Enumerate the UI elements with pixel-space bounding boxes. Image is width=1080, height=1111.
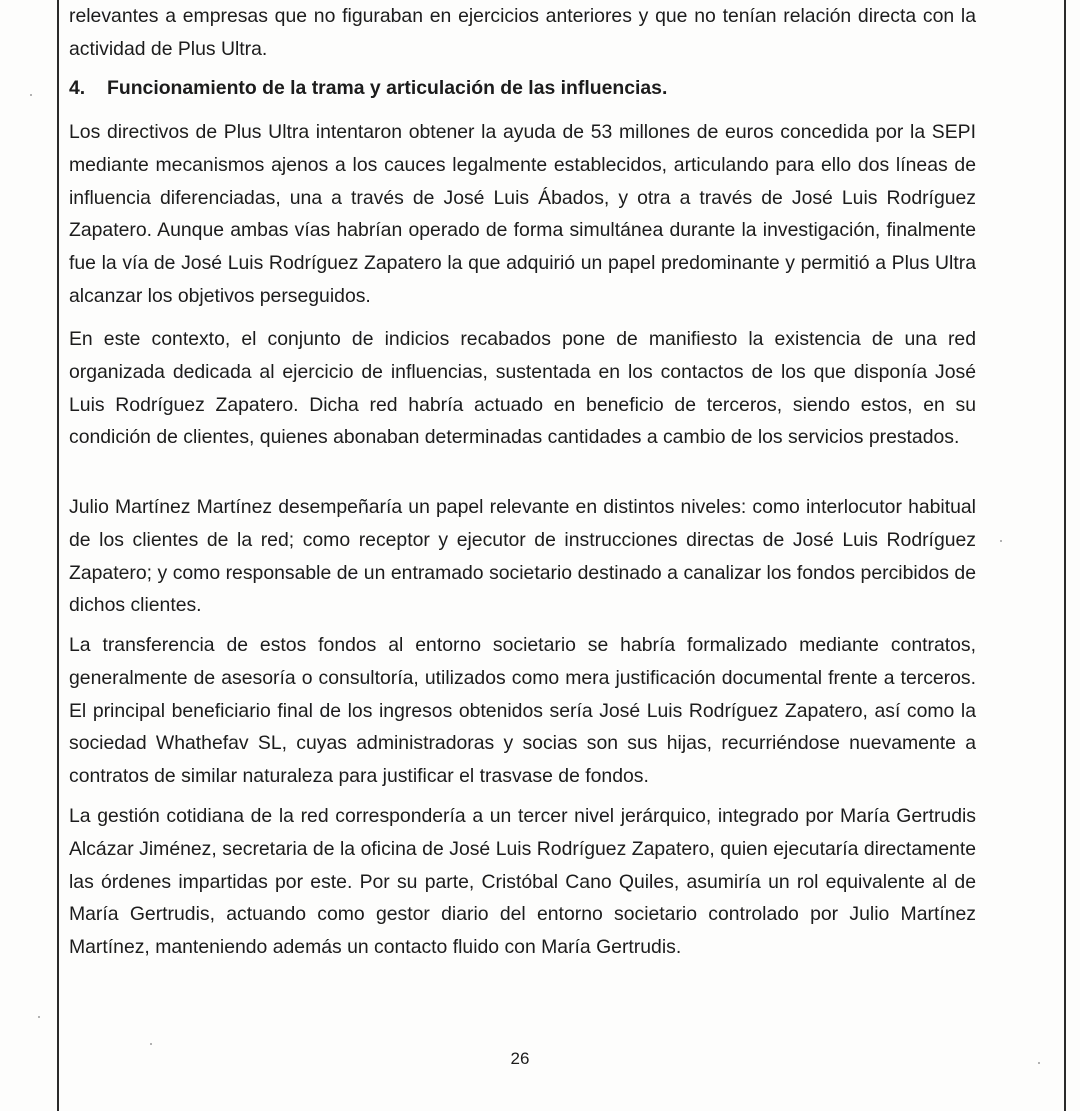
- page-border-left: [57, 0, 59, 1111]
- scan-speck: [30, 94, 32, 96]
- paragraph-text: En este contexto, el conjunto de indicios recabados pone de manifiesto la existencia de una red organizada dedicada al ejercicio de influencias, sustentada en los contactos de los que disponía José Luis Rodríguez Zapatero. Dicha red habría actuado en beneficio de terceros, siendo estos, en su condición de clientes, quienes abonaban determinadas cantidades a cambio de los servicios prestados.: [69, 328, 976, 449]
- paragraph-text: Los directivos de Plus Ultra intentaron obtener la ayuda de 53 millones de euros concedida por la SEPI mediante mecanismos ajenos a los cauces legalmente establecidos, articulando para ello dos líneas de influencia diferenciadas, una a través de José Luis Ábados, y otra a través de José Luis Rodríguez Zapatero. Aunque ambas vías habrían operado de forma simultánea durante la investigación, finalmente fue la vía de José Luis Rodríguez Zapatero la que adquirió un papel predominante y permitió a Plus Ultra alcanzar los objetivos perseguidos.: [69, 121, 976, 307]
- paragraph-3: [69, 491, 976, 622]
- scan-speck: [38, 1016, 40, 1018]
- paragraph-4: [69, 629, 976, 793]
- section-heading: [69, 72, 976, 104]
- section-title: Funcionamiento de la trama y articulación de las influencias.: [107, 77, 668, 99]
- section-number: 4.: [69, 77, 86, 99]
- scan-speck: [150, 1043, 152, 1045]
- scan-speck: [1038, 1062, 1040, 1064]
- page-border-right: [1064, 0, 1066, 1111]
- paragraph-1: [69, 116, 976, 313]
- page-number: 26: [510, 1049, 530, 1068]
- paragraph-text: Julio Martínez Martínez desempeñaría un papel relevante en distintos niveles: como interlocutor habitual de los clientes de la red; como receptor y ejecutor de instrucciones directas de José Luis Rodríguez Zapatero; y como responsable de un entramado societario destinado a canalizar los fondos percibidos de dichos clientes.: [69, 496, 976, 617]
- paragraph-2: [69, 323, 976, 454]
- intro-paragraph: [69, 0, 976, 66]
- intro-text: relevantes a empresas que no figuraban en ejercicios anteriores y que no tenían relación directa con la actividad de Plus Ultra.: [69, 5, 976, 60]
- paragraph-text: La gestión cotidiana de la red correspondería a un tercer nivel jerárquico, integrado por María Gertrudis Alcázar Jiménez, secretaria de la oficina de José Luis Rodríguez Zapatero, quien ejecutaría directamente las órdenes impartidas por este. Por su parte, Cristóbal Cano Quiles, asumiría un rol equivalente al de María Gertrudis, actuando como gestor diario del entorno societario controlado por Julio Martínez Martínez, manteniendo además un contacto fluido con María Gertrudis.: [69, 805, 976, 959]
- scan-speck: [1000, 540, 1002, 542]
- paragraph-text: La transferencia de estos fondos al entorno societario se habría formalizado mediante contratos, generalmente de asesoría o consultoría, utilizados como mera justificación documental frente a terceros. El principal beneficiario final de los ingresos obtenidos sería José Luis Rodríguez Zapatero, así como la sociedad Whathefav SL, cuyas administradoras y socias son sus hijas, recurriéndose nuevamente a contratos de similar naturaleza para justificar el trasvase de fondos.: [69, 634, 976, 788]
- paragraph-5: [69, 800, 976, 964]
